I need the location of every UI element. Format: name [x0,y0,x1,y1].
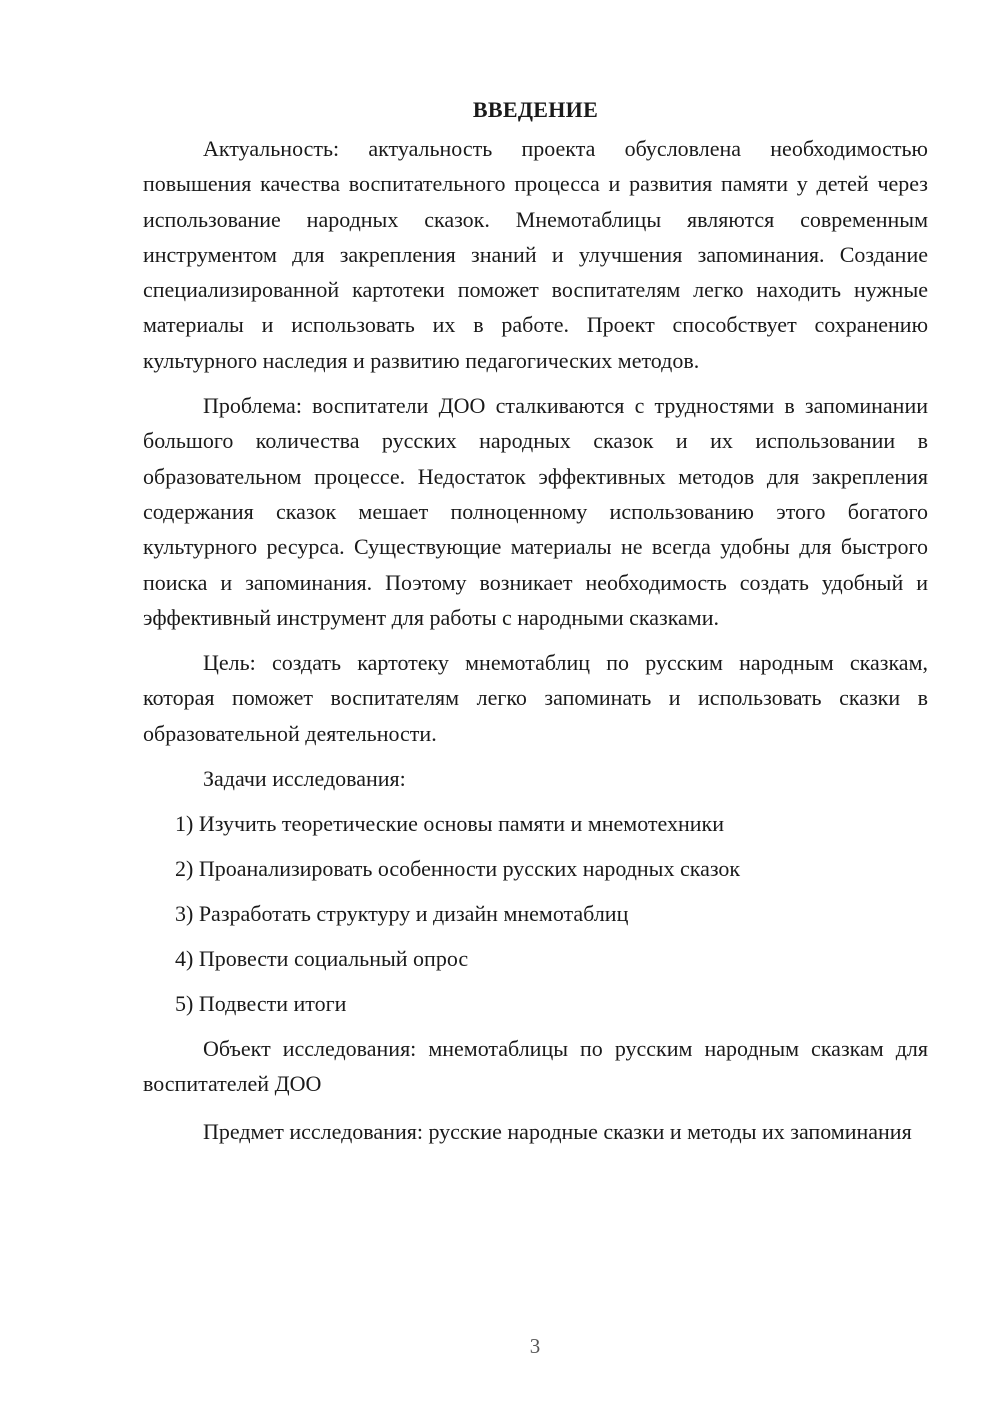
list-item: 3) Разработать структуру и дизайн мнемотаблиц [175,901,629,927]
tasks-heading: Задачи исследования: [203,766,406,792]
list-item: 5) Подвести итоги [175,991,347,1017]
list-item: 1) Изучить теоретические основы памяти и мнемотехники [175,811,725,837]
list-item: 2) Проанализировать особенности русских народных сказок [175,856,741,882]
paragraph-goal: Цель: создать картотеку мнемотаблиц по русским народным сказкам, которая поможет воспитателям легко запоминать и использовать сказки в образовательной деятельности. [143,650,928,746]
paragraph-problem: Проблема: воспитатели ДОО сталкиваются с трудностями в запоминании большого количества русских народных сказок и их использовании в образовательном процессе. Недостаток эффективных методов для закрепления содержания сказок мешает полноценному использованию этого богатого культурного ресурса. Существующие материалы не всегда удобны для быстрого поиска и запоминания. Поэтому возникает необходимость создать удобный и эффективный инструмент для работы с народными сказками. [143,393,928,630]
tasks-list [143,806,928,1021]
list-item: 4) Провести социальный опрос [175,946,469,972]
document-page [143,92,928,1161]
paragraph-object: Объект исследования: мнемотаблицы по русским народным сказкам для воспитателей ДОО [143,1036,928,1097]
paragraph-relevance: Актуальность: актуальность проекта обусловлена необходимостью повышения качества воспитательного процесса и развития памяти у детей через использование народных сказок. Мнемотаблицы являются современным инструментом для закрепления знаний и улучшения запоминания. Создание специализированной картотеки поможет воспитателям легко находить нужные материалы и использовать их в работе. Проект способствует сохранению культурного наследия и развитию педагогических методов. [143,136,928,373]
paragraph-subject: Предмет исследования: русские народные сказки и методы их запоминания [203,1118,912,1144]
page-number: 3 [529,1334,541,1358]
page-title: ВВЕДЕНИЕ [472,97,599,122]
